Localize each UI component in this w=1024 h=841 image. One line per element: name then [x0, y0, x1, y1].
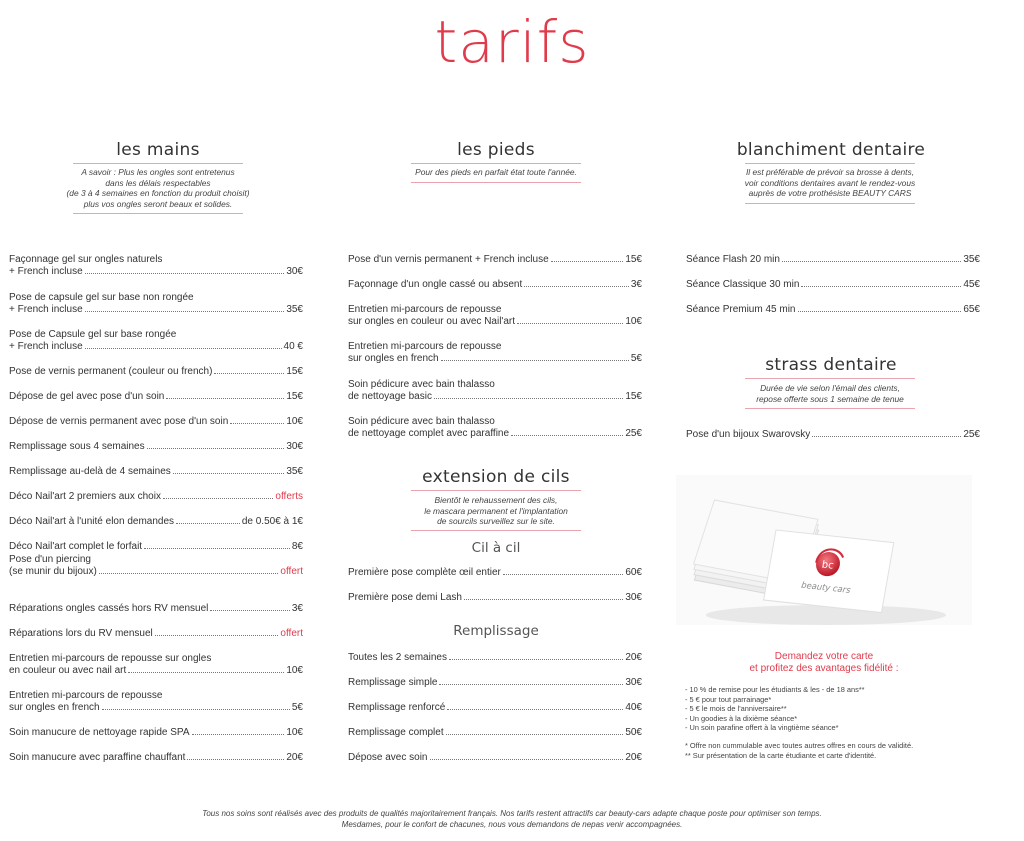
price: 25€ — [963, 429, 980, 440]
price: 15€ — [625, 254, 642, 265]
dot-leader — [99, 573, 279, 574]
list-item: - 5 € le mois de l'anniversaire** — [685, 704, 787, 714]
service-name: (se munir du bijoux) — [9, 566, 97, 577]
price-row — [9, 727, 303, 740]
price: 40€ — [625, 702, 642, 713]
footer-note: Tous nos soins sont réalisés avec des produits de qualités majoritairement français. Nos tarifs restent attractifs car beauty-cars adapte chaque poste pour optimiser son temps. Mesdames, pour le confort de chacunes, nous vous demandons de nepas venir accompagnées. — [202, 809, 822, 829]
price: offert — [280, 628, 303, 639]
dot-leader — [446, 734, 624, 735]
service-name: Soin pédicure avec bain thalasso — [348, 415, 495, 427]
dot-leader — [441, 360, 629, 361]
page-title: tarifs — [434, 8, 590, 76]
price: 20€ — [286, 752, 303, 763]
price: 20€ — [625, 652, 642, 663]
price-row — [9, 491, 303, 504]
service-name: Pose d'un vernis permanent + French incluse — [348, 254, 549, 265]
price-row — [686, 429, 980, 442]
dot-leader — [430, 759, 624, 760]
price: 60€ — [625, 567, 642, 578]
service-name: Toutes les 2 semaines — [348, 652, 447, 663]
price-row — [9, 628, 303, 641]
price: 30€ — [625, 677, 642, 688]
price: 45€ — [963, 279, 980, 290]
section-divider — [745, 378, 915, 379]
service-name: Pose de Capsule gel sur base rongée — [9, 328, 177, 340]
list-item: - 5 € pour tout parrainage* — [685, 694, 772, 704]
price: 30€ — [286, 266, 303, 277]
price-row — [348, 592, 642, 605]
dot-leader — [192, 734, 285, 735]
section-divider — [73, 163, 243, 164]
service-name: Déco Nail'art complet le forfait — [9, 541, 143, 552]
price-row — [348, 416, 642, 441]
dot-leader — [551, 261, 624, 262]
subheading-cil-a-cil: Cil à cil — [471, 540, 521, 556]
price-row — [348, 752, 642, 765]
service-name: Soin pédicure avec bain thalasso — [348, 378, 495, 390]
service-name: + French incluse — [9, 304, 83, 315]
list-item: - 10 % de remise pour les étudiants & les - de 18 ans** — [685, 685, 865, 694]
price: 3€ — [630, 279, 642, 290]
price-row — [348, 254, 642, 267]
service-name: Pose de capsule gel sur base non rongée — [9, 291, 194, 303]
service-name: Entretien mi-parcours de repousse sur ongles — [9, 652, 212, 664]
section-divider — [745, 203, 915, 204]
price: 40 € — [283, 341, 303, 352]
card-brand-text: beauty cars — [800, 580, 852, 596]
service-name: Entretien mi-parcours de repousse — [9, 689, 163, 701]
price: 3€ — [291, 603, 303, 614]
price: 35€ — [286, 466, 303, 477]
service-name: Séance Premium 45 min — [686, 304, 796, 315]
dot-leader — [230, 423, 284, 424]
section-divider — [411, 530, 581, 531]
service-name: Réparations lors du RV mensuel — [9, 628, 153, 639]
dot-leader — [85, 311, 285, 312]
price: 20€ — [625, 752, 642, 763]
price: 15€ — [286, 366, 303, 377]
service-name: Soin manucure avec paraffine chauffant — [9, 752, 186, 763]
dot-leader — [176, 523, 240, 524]
price: offerts — [275, 491, 303, 502]
dot-leader — [812, 436, 961, 437]
service-name: + French incluse — [9, 266, 83, 277]
dot-leader — [782, 261, 961, 262]
blanchiment-note: Il est préférable de prévoir sa brosse à dents, voir conditions dentaires avant le rendez-vous auprès de votre prothésiste BEAUTY CARS — [744, 167, 916, 198]
price-row — [9, 292, 303, 317]
service-name: Soin manucure de nettoyage rapide SPA — [9, 727, 190, 738]
price-row — [348, 341, 642, 366]
dot-leader — [128, 672, 284, 673]
price-row — [9, 603, 303, 616]
price: offert — [280, 566, 303, 577]
pieds-note: Pour des pieds en parfait état toute l'année. — [415, 167, 577, 177]
section-heading-strass: strass dentaire — [765, 355, 897, 375]
dot-leader — [524, 286, 629, 287]
price-row — [9, 329, 303, 354]
dot-leader — [503, 574, 623, 575]
price: 30€ — [286, 441, 303, 452]
dot-leader — [155, 635, 279, 636]
price-row — [348, 727, 642, 740]
section-divider — [745, 163, 915, 164]
cils-note: Bientôt le rehaussement des cils, le mascara permanent et l'implantation de sourcils surveillez sur le site. — [424, 495, 568, 526]
dot-leader — [102, 709, 290, 710]
dot-leader — [163, 498, 273, 499]
price: de 0.50€ à 1€ — [241, 516, 303, 527]
price: 10€ — [625, 316, 642, 327]
mains-note: A savoir : Plus les ongles sont entretenus dans les délais respectables (de 3 à 4 semaines en fonction du produit choisit) plus vos ongles seront beaux et solides. — [66, 167, 250, 209]
section-divider — [745, 408, 915, 409]
service-name: Première pose demi Lash — [348, 592, 462, 603]
price-row — [348, 304, 642, 329]
service-name: Séance Classique 30 min — [686, 279, 800, 290]
service-name: Réparations ongles cassés hors RV mensuel — [9, 603, 209, 614]
price: 8€ — [291, 541, 303, 552]
dot-leader — [187, 759, 284, 760]
loyalty-title: Demandez votre carte et profitez des avantages fidélité : — [749, 651, 899, 674]
price-row — [686, 304, 980, 317]
service-name: Dépose de gel avec pose d'un soin — [9, 391, 165, 402]
dot-leader — [517, 323, 623, 324]
price-row — [348, 279, 642, 292]
price-row — [9, 254, 303, 279]
price-row — [9, 541, 303, 554]
service-name: Première pose complète œil entier — [348, 567, 501, 578]
price-row — [686, 254, 980, 267]
service-name: Remplissage sous 4 semaines — [9, 441, 145, 452]
strass-note: Durée de vie selon l'émail des clients, repose offerte sous 1 semaine de tenue — [756, 383, 904, 404]
price-row — [9, 690, 303, 715]
subheading-remplissage: Remplissage — [453, 623, 539, 639]
price: 10€ — [286, 727, 303, 738]
service-name: Façonnage d'un ongle cassé ou absent — [348, 279, 523, 290]
price-row — [9, 466, 303, 479]
service-name: Entretien mi-parcours de repousse — [348, 340, 502, 352]
list-item: - Un soin parafine offert à la vingtième séance* — [685, 723, 839, 733]
price: 35€ — [963, 254, 980, 265]
business-card-illustration — [676, 475, 972, 625]
dot-leader — [210, 610, 290, 611]
dot-leader — [439, 684, 623, 685]
loyalty-benefits-list — [685, 685, 985, 760]
dot-leader — [85, 348, 282, 349]
service-name: de nettoyage basic — [348, 391, 432, 402]
price-row — [348, 652, 642, 665]
service-name: Remplissage renforcé — [348, 702, 446, 713]
price-row — [9, 441, 303, 454]
service-name: de nettoyage complet avec paraffine — [348, 428, 510, 439]
service-name: Déco Nail'art à l'unité elon demandes — [9, 516, 175, 527]
price-row — [348, 677, 642, 690]
section-divider — [411, 163, 581, 164]
service-name: Façonnage gel sur ongles naturels — [9, 253, 163, 265]
price: 10€ — [286, 665, 303, 676]
business-card-image — [676, 475, 972, 625]
service-name: + French incluse — [9, 341, 83, 352]
price: 5€ — [291, 702, 303, 713]
price: 25€ — [625, 428, 642, 439]
price-row — [9, 653, 303, 678]
price: 30€ — [625, 592, 642, 603]
service-name: Remplissage complet — [348, 727, 444, 738]
price-row — [9, 366, 303, 379]
price-row — [686, 279, 980, 292]
service-name: Déco Nail'art 2 premiers aux choix — [9, 491, 161, 502]
footnote: ** Sur présentation de la carte étudiante et carte d'identité. — [685, 750, 877, 760]
price-row — [348, 379, 642, 404]
dot-leader — [464, 599, 623, 600]
dot-leader — [166, 398, 284, 399]
price: 10€ — [286, 416, 303, 427]
service-name: sur ongles en french — [348, 353, 439, 364]
section-heading-mains: les mains — [116, 140, 200, 160]
price-row — [348, 567, 642, 580]
service-name: Pose d'un piercing — [9, 553, 91, 565]
service-name: Pose d'un bijoux Swarovsky — [686, 429, 811, 440]
price-row — [9, 554, 303, 579]
service-name: Dépose de vernis permanent avec pose d'un soin — [9, 416, 229, 427]
dot-leader — [511, 435, 623, 436]
service-name: sur ongles en couleur ou avec Nail'art — [348, 316, 516, 327]
price-row — [348, 702, 642, 715]
section-divider — [411, 490, 581, 491]
dot-leader — [173, 473, 285, 474]
price: 65€ — [963, 304, 980, 315]
price: 15€ — [625, 391, 642, 402]
dot-leader — [447, 709, 623, 710]
price-row — [9, 416, 303, 429]
section-heading-blanchiment: blanchiment dentaire — [736, 140, 926, 160]
price: 5€ — [630, 353, 642, 364]
service-name: Séance Flash 20 min — [686, 254, 780, 265]
service-name: Remplissage simple — [348, 677, 438, 688]
price-row — [9, 516, 303, 529]
service-name: Pose de vernis permanent (couleur ou french) — [9, 366, 213, 377]
price: 15€ — [286, 391, 303, 402]
section-divider — [73, 213, 243, 214]
service-name: en couleur ou avec nail art — [9, 665, 127, 676]
dot-leader — [214, 373, 284, 374]
service-name: Remplissage au-delà de 4 semaines — [9, 466, 171, 477]
price: 50€ — [625, 727, 642, 738]
dot-leader — [147, 448, 285, 449]
dot-leader — [144, 548, 290, 549]
dot-leader — [801, 286, 961, 287]
service-name: Dépose avec soin — [348, 752, 428, 763]
section-heading-pieds: les pieds — [457, 140, 535, 160]
service-name: sur ongles en french — [9, 702, 100, 713]
list-item: - Un goodies à la dixième séance* — [685, 713, 798, 723]
dot-leader — [798, 311, 962, 312]
footnote: * Offre non cummulable avec toutes autres offres en cours de validité. — [685, 740, 914, 750]
service-name: Entretien mi-parcours de repousse — [348, 303, 502, 315]
section-divider — [411, 182, 581, 183]
dot-leader — [449, 659, 623, 660]
price-row — [9, 391, 303, 404]
dot-leader — [434, 398, 623, 399]
card-logo-letters: bc — [820, 559, 835, 572]
price-row — [9, 752, 303, 765]
section-heading-cils: extension de cils — [422, 467, 570, 487]
dot-leader — [85, 273, 285, 274]
price: 35€ — [286, 304, 303, 315]
